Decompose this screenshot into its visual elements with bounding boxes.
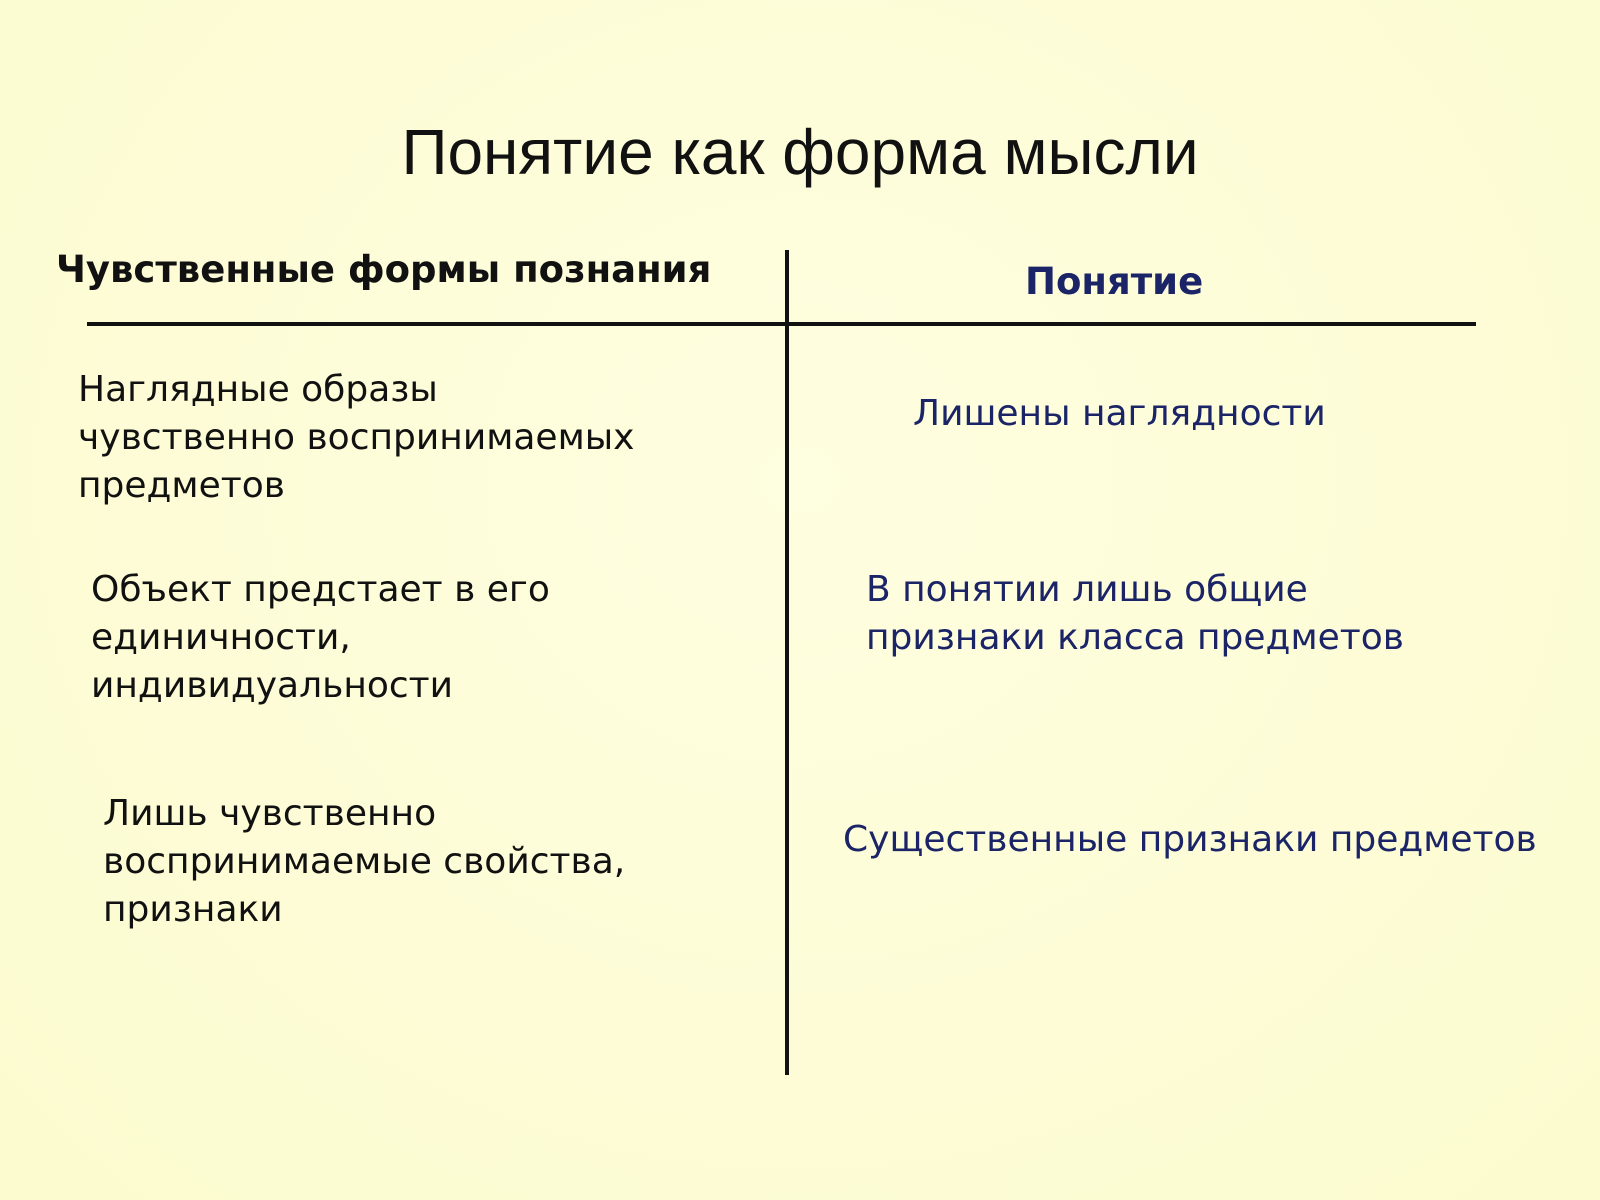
column-divider <box>785 250 789 1075</box>
column-header-sensory-forms: Чувственные формы познания <box>56 248 712 291</box>
row-1-left-line-1: Наглядные образы <box>78 369 438 410</box>
row-1-right-cell <box>913 390 1326 438</box>
row-3-left-cell <box>103 790 625 934</box>
row-3-left-line-3: признаки <box>103 889 283 930</box>
row-3-right-line-1: Существенные признаки предметов <box>843 819 1537 860</box>
row-2-left-cell <box>91 566 550 710</box>
row-3-right-cell <box>843 816 1537 864</box>
row-2-left-line-3: индивидуальности <box>91 665 454 706</box>
column-header-concept: Понятие <box>1025 260 1204 303</box>
row-1-left-line-3: предметов <box>78 465 285 506</box>
row-2-right-line-1: В понятии лишь общие <box>866 569 1308 610</box>
row-2-left-line-1: Объект предстает в его <box>91 569 550 610</box>
row-1-right-line-1: Лишены наглядности <box>913 393 1326 434</box>
header-divider <box>87 322 1476 326</box>
row-1-left-line-2: чувственно воспринимаемых <box>78 417 635 458</box>
row-2-right-cell <box>866 566 1404 662</box>
page-title: Понятие как форма мысли <box>401 116 1199 188</box>
row-3-left-line-1: Лишь чувственно <box>103 793 437 834</box>
row-2-left-line-2: единичности, <box>91 617 351 658</box>
row-2-right-line-2: признаки класса предметов <box>866 617 1404 658</box>
row-1-left-cell <box>78 366 634 510</box>
row-3-left-line-2: воспринимаемые свойства, <box>103 841 626 882</box>
